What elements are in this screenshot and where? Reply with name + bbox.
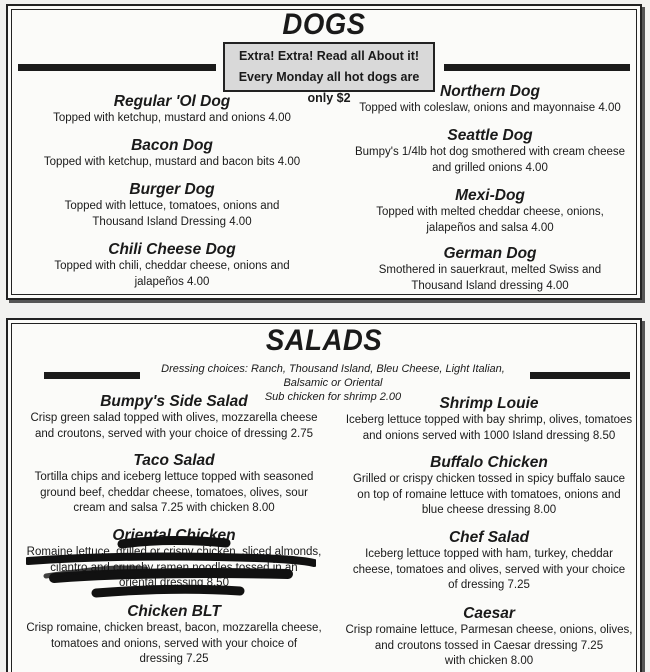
- item-desc: blue cheese dressing 8.00: [421, 504, 557, 516]
- item-desc: Grilled or crispy chicken tossed in spicy buffalo sauce: [352, 473, 626, 485]
- item-desc: Smothered in sauerkraut, melted Swiss and: [378, 264, 602, 276]
- menu-item: [342, 82, 638, 117]
- item-name: Oriental Chicken: [112, 527, 236, 544]
- menu-item: [18, 602, 330, 668]
- salads-left-bar: [44, 372, 140, 379]
- menu-item: [22, 240, 322, 290]
- item-desc: and croutons, served with your choice of dressing 2.75: [34, 427, 314, 440]
- item-desc: Iceberg lettuce topped with ham, turkey, cheddar: [365, 548, 613, 560]
- item-desc: cream and salsa 7.25 with chicken 8.00: [73, 502, 275, 514]
- item-desc: Topped with lettuce, tomatoes, onions and: [64, 200, 280, 212]
- menu-item: [18, 392, 330, 442]
- menu-item-crossed-out: [18, 526, 330, 592]
- menu-item: [338, 528, 640, 594]
- item-name: Seattle Dog: [447, 127, 533, 144]
- item-desc: Topped with ketchup, mustard and onions 4.00: [53, 112, 291, 124]
- item-desc: Thousand Island Dressing 4.00: [92, 215, 252, 228]
- menu-item: [338, 453, 640, 519]
- item-name: German Dog: [443, 245, 537, 262]
- item-desc: Topped with melted cheddar cheese, onions,: [376, 206, 604, 218]
- item-desc: jalapeños 4.00: [134, 275, 210, 288]
- menu-item: [18, 451, 330, 517]
- menu-item: [342, 186, 638, 236]
- menu-item: [22, 180, 322, 230]
- menu-item: [338, 604, 640, 670]
- item-desc: Topped with chili, cheddar cheese, onions and: [54, 260, 290, 272]
- item-desc: dressing 7.25: [139, 653, 209, 665]
- item-name: Bacon Dog: [131, 137, 213, 154]
- menu-item: [22, 136, 322, 171]
- item-desc: with chicken 8.00: [444, 655, 534, 667]
- dressing-choices-line: Dressing choices: Ranch, Thousand Island, Bleu Cheese, Light Italian, Balsamic or Oriental: [161, 363, 505, 389]
- item-desc: of dressing 7.25: [448, 579, 530, 591]
- item-name: Bumpy's Side Salad: [100, 393, 248, 410]
- dogs-panel: [6, 4, 642, 300]
- item-name: Taco Salad: [133, 452, 215, 469]
- banner-line-2: Every Monday all hot dogs are only $2: [238, 70, 420, 105]
- item-desc: Topped with coleslaw, onions and mayonnaise 4.00: [359, 102, 621, 114]
- dogs-title: DOGS: [282, 8, 366, 41]
- item-desc: and croutons tossed in Caesar dressing 7.25: [374, 639, 604, 652]
- menu-item: [342, 244, 638, 294]
- item-desc: Crisp romaine lettuce, Parmesan cheese, onions, olives,: [345, 624, 633, 636]
- item-desc: Romaine lettuce, grilled or crispy chicken, sliced almonds,: [26, 546, 322, 558]
- banner-line-1: Extra! Extra! Read all About it!: [238, 49, 420, 63]
- item-desc: and grilled onions 4.00: [432, 161, 548, 174]
- salads-right-bar: [530, 372, 630, 379]
- item-desc: cilantro and crunchy ramen noodles tossed in an: [50, 561, 298, 574]
- item-desc: ground beef, cheddar cheese, tomatoes, olives, sour: [40, 486, 308, 499]
- item-desc: and onions served with 1000 Island dressing 8.50: [362, 429, 616, 442]
- salads-title: SALADS: [265, 324, 383, 357]
- item-name: Chicken BLT: [127, 603, 221, 620]
- item-name: Chef Salad: [448, 529, 530, 546]
- shrimp-sub-line: Sub chicken for shrimp 2.00: [264, 391, 402, 403]
- item-name: Burger Dog: [129, 181, 215, 198]
- item-desc: jalapeños and salsa 4.00: [426, 221, 554, 234]
- item-desc: cheese, tomatoes and olives, served with your choice: [352, 563, 626, 576]
- item-name: Northern Dog: [440, 83, 540, 100]
- menu-item: [342, 126, 638, 176]
- item-desc: Thousand Island dressing 4.00: [411, 279, 569, 292]
- item-desc: Crisp romaine, chicken breast, bacon, mozzarella cheese,: [26, 622, 322, 634]
- dogs-left-bar: [18, 64, 216, 71]
- item-name: Mexi-Dog: [455, 187, 525, 204]
- item-name: Buffalo Chicken: [430, 454, 548, 471]
- item-desc: Topped with ketchup, mustard and bacon bits 4.00: [43, 156, 301, 168]
- item-desc: Bumpy's 1/4lb hot dog smothered with cream cheese: [354, 146, 626, 158]
- item-desc: oriental dressing 8.50: [119, 577, 229, 589]
- menu-item: [22, 92, 322, 127]
- item-desc: Crisp green salad topped with olives, mozzarella cheese: [30, 412, 318, 424]
- salads-panel: [6, 318, 642, 672]
- item-name: Shrimp Louie: [439, 395, 539, 412]
- item-desc: on top of romaine lettuce with tomatoes, onions and: [357, 488, 621, 501]
- menu-item: [338, 394, 640, 444]
- item-desc: Iceberg lettuce topped with bay shrimp, olives, tomatoes: [345, 414, 633, 426]
- item-desc: Tortilla chips and iceberg lettuce topped with seasoned: [34, 471, 314, 483]
- item-desc: tomatoes and onions, served with your choice of: [50, 637, 298, 650]
- item-name: Regular 'Ol Dog: [113, 93, 231, 110]
- item-name: Caesar: [463, 605, 515, 622]
- dogs-right-bar: [444, 64, 630, 71]
- item-name: Chili Cheese Dog: [108, 241, 236, 258]
